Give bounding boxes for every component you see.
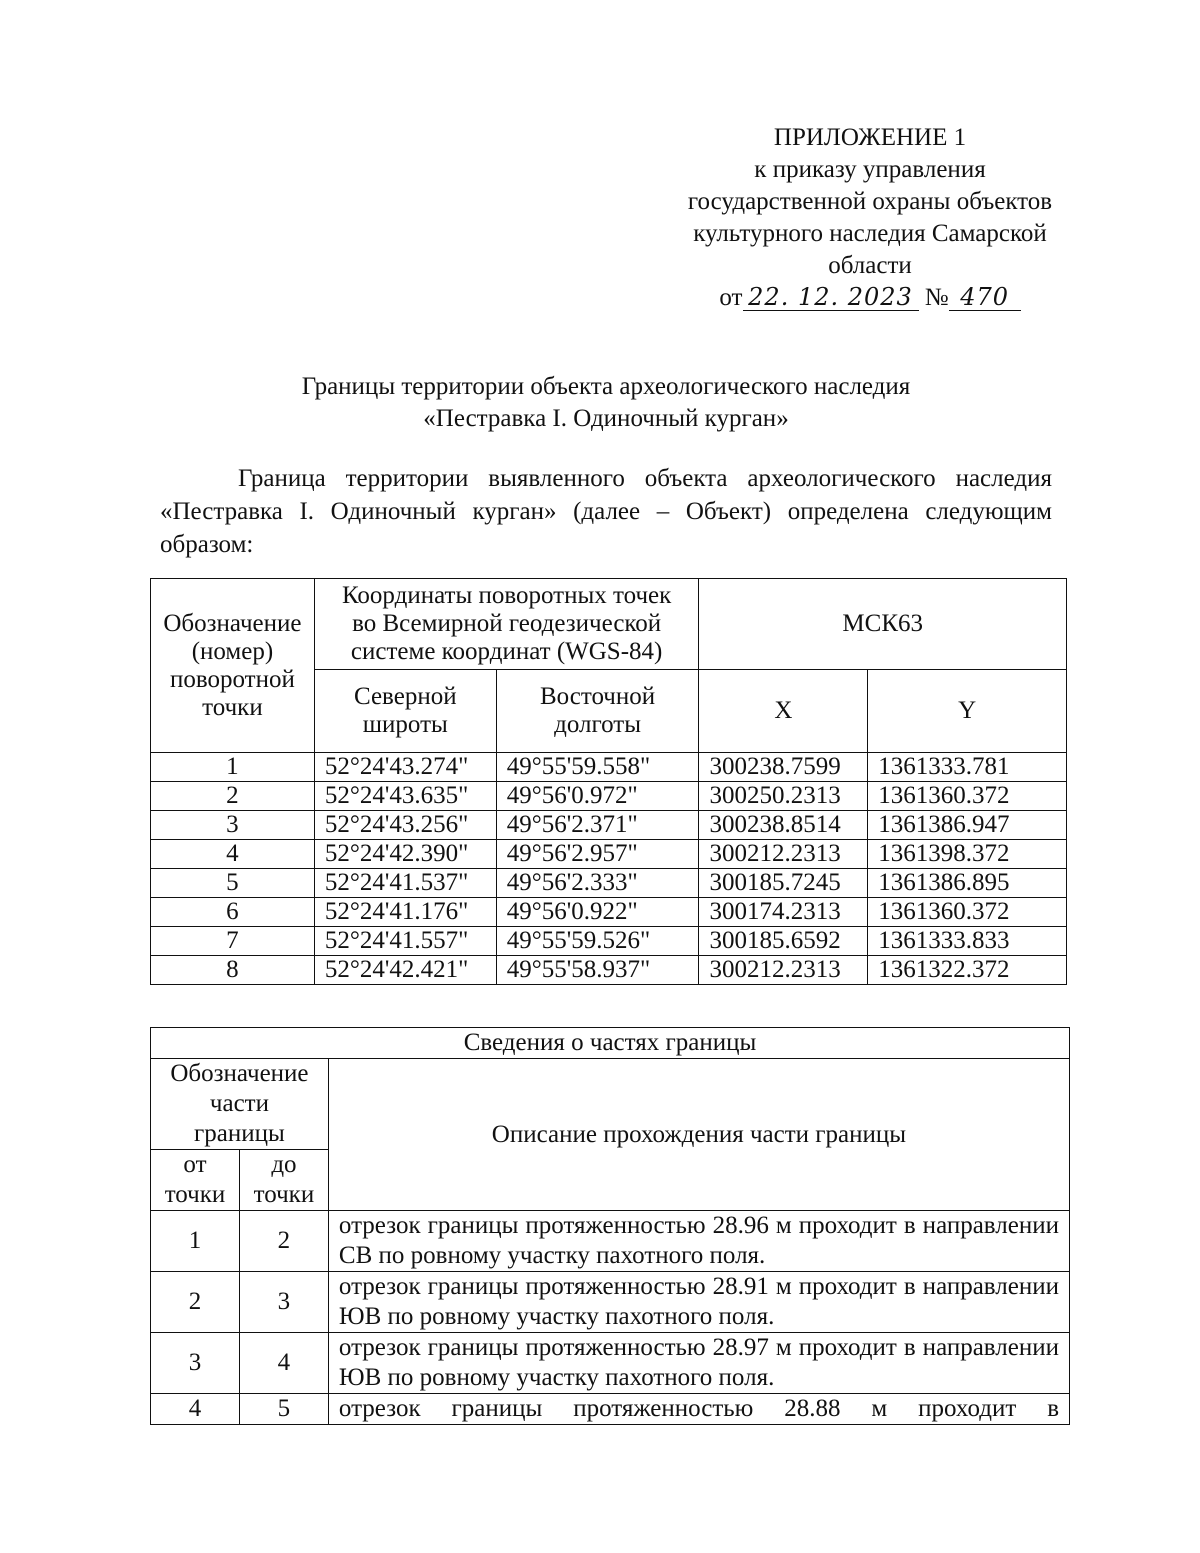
x-cell: 300185.6592 [699,927,868,956]
coords-header-row [151,579,1067,670]
handwritten-number: 470 [949,284,1021,311]
point-number: 6 [151,898,315,927]
latitude-cell: 52°24'41.557" [314,927,496,956]
x-cell: 300212.2313 [699,956,868,985]
from-point-header [151,1150,240,1211]
to-point: 2 [239,1211,328,1272]
parts-title-row [151,1028,1070,1059]
y-cell: 1361333.781 [868,753,1067,782]
header-text: Координаты поворотных точек [342,582,672,609]
table-row [151,927,1067,956]
y-cell: 1361333.833 [868,927,1067,956]
latitude-cell: 52°24'41.176" [314,898,496,927]
table-row [151,956,1067,985]
point-number: 3 [151,811,315,840]
title-line-2: «Пестравка I. Одиночный курган» [423,405,789,432]
y-cell: 1361360.372 [868,898,1067,927]
header-text: Обозначение [163,609,302,637]
point-number: 5 [151,869,315,898]
y-cell: 1361386.947 [868,811,1067,840]
part-description: отрезок границы протяженностью 28.96 м проходит в направлении СВ по ровному участку пахотного поля. [328,1211,1069,1272]
from-point: 4 [151,1394,240,1425]
header-text: до [271,1151,297,1178]
part-designation-header [151,1059,329,1150]
appendix-line: государственной охраны объектов [687,188,1053,215]
header-text: точки [253,1181,315,1208]
east-longitude-header [496,670,699,753]
to-point-header [239,1150,328,1211]
number-sign: № [924,284,949,311]
part-description: отрезок границы протяженностью 28.97 м проходит в направлении ЮВ по ровному участку пахотного поля. [328,1333,1069,1394]
x-cell: 300174.2313 [699,898,868,927]
appendix-title: ПРИЛОЖЕНИЕ 1 [773,124,967,151]
to-point: 3 [239,1272,328,1333]
longitude-cell: 49°55'59.526" [496,927,699,956]
document-title [150,371,1062,435]
point-number: 8 [151,956,315,985]
parts-header-row [151,1059,1070,1150]
table-row [151,1333,1070,1394]
x-cell: 300185.7245 [699,869,868,898]
table-row [151,811,1067,840]
header-text: Обозначение [170,1060,309,1087]
table-row [151,898,1067,927]
latitude-cell: 52°24'41.537" [314,869,496,898]
intro-paragraph: Граница территории выявленного объекта археологического наследия «Пестравка I. Одиночный курган» (далее – Объект) определена следующим образом: [160,465,1052,558]
header-text: от [183,1151,207,1178]
table-row [151,840,1067,869]
latitude-cell: 52°24'43.635" [314,782,496,811]
from-point: 2 [151,1272,240,1333]
title-line-1: Границы территории объекта археологического наследия [301,373,911,400]
appendix-line: области [828,252,912,279]
longitude-cell: 49°56'2.957" [496,840,699,869]
to-point: 4 [239,1333,328,1394]
part-description: отрезок границы протяженностью 28.88 м проходит в [328,1394,1069,1425]
handwritten-date: 22. 12. 2023 [743,284,919,311]
x-cell: 300238.8514 [699,811,868,840]
longitude-cell: 49°55'59.558" [496,753,699,782]
from-point: 3 [151,1333,240,1394]
header-text: долготы [554,711,642,738]
boundary-parts-table [150,1027,1070,1425]
msk-header: МСК63 [699,579,1067,670]
header-text: части [209,1090,269,1117]
header-text: границы [194,1120,285,1147]
point-number: 4 [151,840,315,869]
table-row [151,869,1067,898]
date-prefix: от [719,284,743,311]
table-row [151,753,1067,782]
coordinates-table [150,578,1067,985]
latitude-cell: 52°24'43.256" [314,811,496,840]
north-latitude-header [314,670,496,753]
parts-table-title: Сведения о частях границы [151,1028,1070,1059]
appendix-header [660,122,1080,314]
header-text: Северной [353,683,457,710]
designation-header [151,579,315,753]
point-number: 2 [151,782,315,811]
header-text: поворотной [169,665,295,693]
order-date-line [660,282,1080,314]
to-point: 5 [239,1394,328,1425]
longitude-cell: 49°55'58.937" [496,956,699,985]
longitude-cell: 49°56'2.371" [496,811,699,840]
appendix-line: культурного наследия Самарской [693,220,1047,247]
latitude-cell: 52°24'42.390" [314,840,496,869]
latitude-cell: 52°24'42.421" [314,956,496,985]
y-header: Y [868,670,1067,753]
latitude-cell: 52°24'43.274" [314,753,496,782]
table-row [151,1394,1070,1425]
x-header: X [699,670,868,753]
header-text: точки [202,693,263,721]
y-cell: 1361322.372 [868,956,1067,985]
table-row [151,782,1067,811]
from-point: 1 [151,1211,240,1272]
point-number: 7 [151,927,315,956]
y-cell: 1361360.372 [868,782,1067,811]
header-text: широты [362,711,448,738]
x-cell: 300250.2313 [699,782,868,811]
header-text: Восточной [539,683,656,710]
appendix-line: к приказу управления [754,156,986,183]
y-cell: 1361398.372 [868,840,1067,869]
header-text: точки [164,1181,226,1208]
header-text: системе координат (WGS-84) [350,638,663,665]
table-row [151,1211,1070,1272]
longitude-cell: 49°56'0.972" [496,782,699,811]
y-cell: 1361386.895 [868,869,1067,898]
x-cell: 300238.7599 [699,753,868,782]
x-cell: 300212.2313 [699,840,868,869]
wgs-header [314,579,699,670]
description-header: Описание прохождения части границы [328,1059,1069,1211]
longitude-cell: 49°56'2.333" [496,869,699,898]
part-description: отрезок границы протяженностью 28.91 м проходит в направлении ЮВ по ровному участку пахотного поля. [328,1272,1069,1333]
point-number: 1 [151,753,315,782]
header-text: во Всемирной геодезической [352,610,662,637]
longitude-cell: 49°56'0.922" [496,898,699,927]
table-row [151,1272,1070,1333]
header-text: (номер) [191,637,274,665]
